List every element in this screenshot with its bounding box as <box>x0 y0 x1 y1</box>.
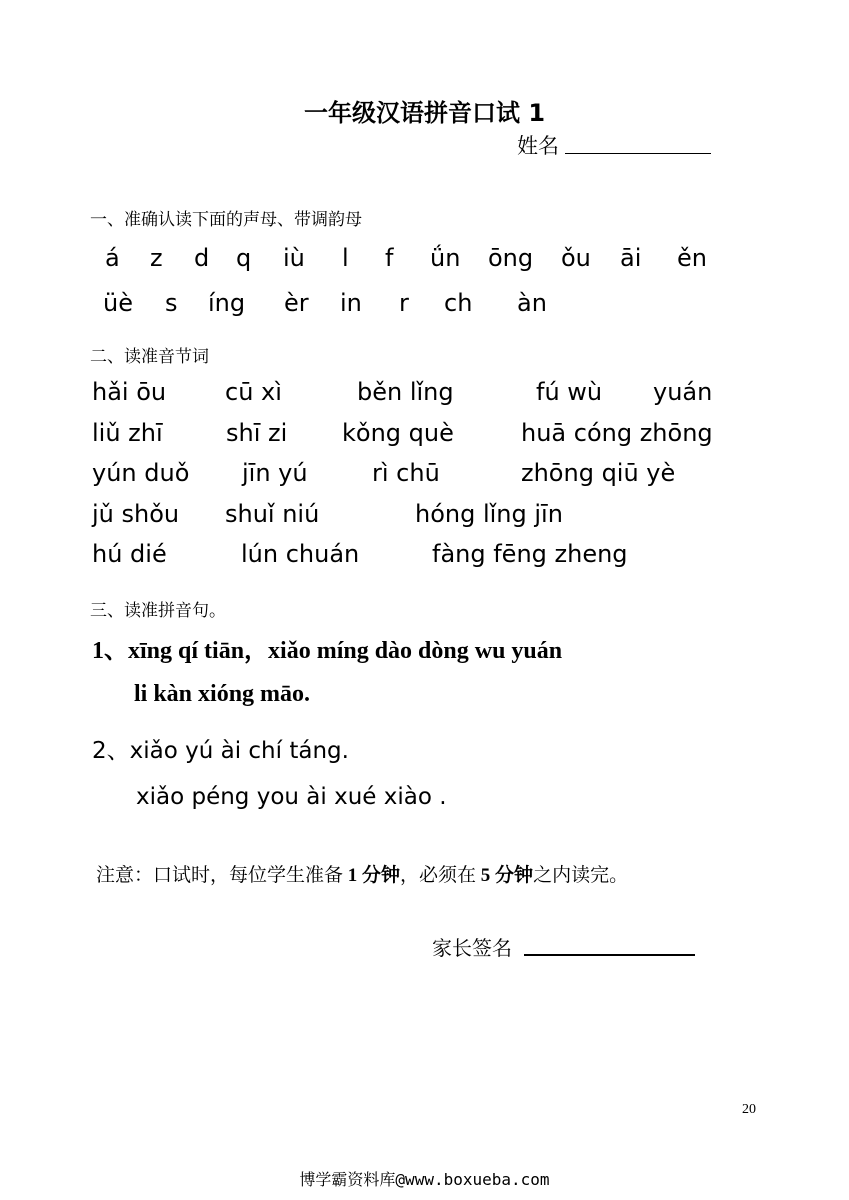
sentence-1-line-2: li kàn xióng māo. <box>134 681 311 707</box>
word-item: hóng lǐng jīn <box>415 500 563 528</box>
exam-note <box>96 860 628 887</box>
note-unit-1: 分钟 <box>357 865 401 886</box>
name-blank-line <box>565 153 711 154</box>
pinyin-item: íng <box>208 289 246 317</box>
word-item: zhōng qiū yè <box>521 459 676 487</box>
note-text: 之内读完。 <box>533 865 629 886</box>
page-number: 20 <box>742 1102 756 1117</box>
section1-heading: 一、准确认读下面的声母、带调韵母 <box>90 210 362 230</box>
pinyin-item: èr <box>284 289 309 317</box>
pinyin-item: āi <box>620 244 642 272</box>
pinyin-item: ǒu <box>561 244 591 272</box>
word-item: shī zi <box>226 419 288 447</box>
word-item: lún chuán <box>241 540 360 568</box>
word-item: hú dié <box>92 540 167 568</box>
section2-heading: 二、读准音节词 <box>90 347 209 367</box>
word-item: hǎi ōu <box>92 378 167 406</box>
word-item: liǔ zhī <box>92 419 163 447</box>
word-item: běn lǐng <box>357 378 454 406</box>
sentence-1-line-1: 1、xīng qí tiān，xiǎo míng dào dòng wu yuán <box>92 638 563 664</box>
note-text: 注意：口试时，每位学生准备 <box>96 865 348 886</box>
footer-watermark: 博学霸资料库@www.boxueba.com <box>299 1170 550 1189</box>
word-item: shuǐ niú <box>225 500 320 528</box>
pinyin-item: á <box>105 244 120 272</box>
word-item: yuán <box>653 378 713 406</box>
word-item: fú wù <box>536 378 603 406</box>
word-item: huā cóng zhōng <box>521 419 713 447</box>
pinyin-item: iù <box>283 244 305 272</box>
word-item: fàng fēng zheng <box>432 540 628 568</box>
note-minutes-1: 1 <box>347 865 358 886</box>
note-unit-2: 分钟 <box>490 865 534 886</box>
section3-heading: 三、读准拼音句。 <box>90 601 226 621</box>
pinyin-item: q <box>236 244 252 272</box>
pinyin-item: in <box>340 289 362 317</box>
note-minutes-2: 5 <box>480 865 491 886</box>
note-text: ，必须在 <box>400 865 481 886</box>
name-label: 姓名 <box>517 134 559 158</box>
pinyin-item: ǘn <box>430 244 461 272</box>
pinyin-item: d <box>194 244 210 272</box>
word-item: kǒng què <box>342 419 454 447</box>
pinyin-item: z <box>150 244 163 272</box>
pinyin-item: r <box>399 289 409 317</box>
word-item: cū xì <box>225 378 282 406</box>
pinyin-item: ch <box>444 289 473 317</box>
pinyin-item: l <box>342 244 349 272</box>
pinyin-item: ōng <box>488 244 534 272</box>
pinyin-item: àn <box>517 289 547 317</box>
parent-signature-line <box>524 954 695 956</box>
pinyin-item: ěn <box>677 244 707 272</box>
pinyin-item: f <box>385 244 394 272</box>
word-item: jǔ shǒu <box>92 500 180 528</box>
parent-signature-label: 家长签名 <box>432 936 512 960</box>
word-item: jīn yú <box>242 459 308 487</box>
pinyin-item: s <box>165 289 178 317</box>
sentence-2-line-2: xiǎo péng you ài xué xiào . <box>136 784 447 810</box>
word-item: yún duǒ <box>92 459 190 487</box>
sentence-2-line-1: 2、xiǎo yú ài chí táng. <box>92 738 349 764</box>
page-title: 一年级汉语拼音口试 1 <box>303 99 546 127</box>
pinyin-item: üè <box>103 289 133 317</box>
word-item: rì chū <box>372 459 440 487</box>
